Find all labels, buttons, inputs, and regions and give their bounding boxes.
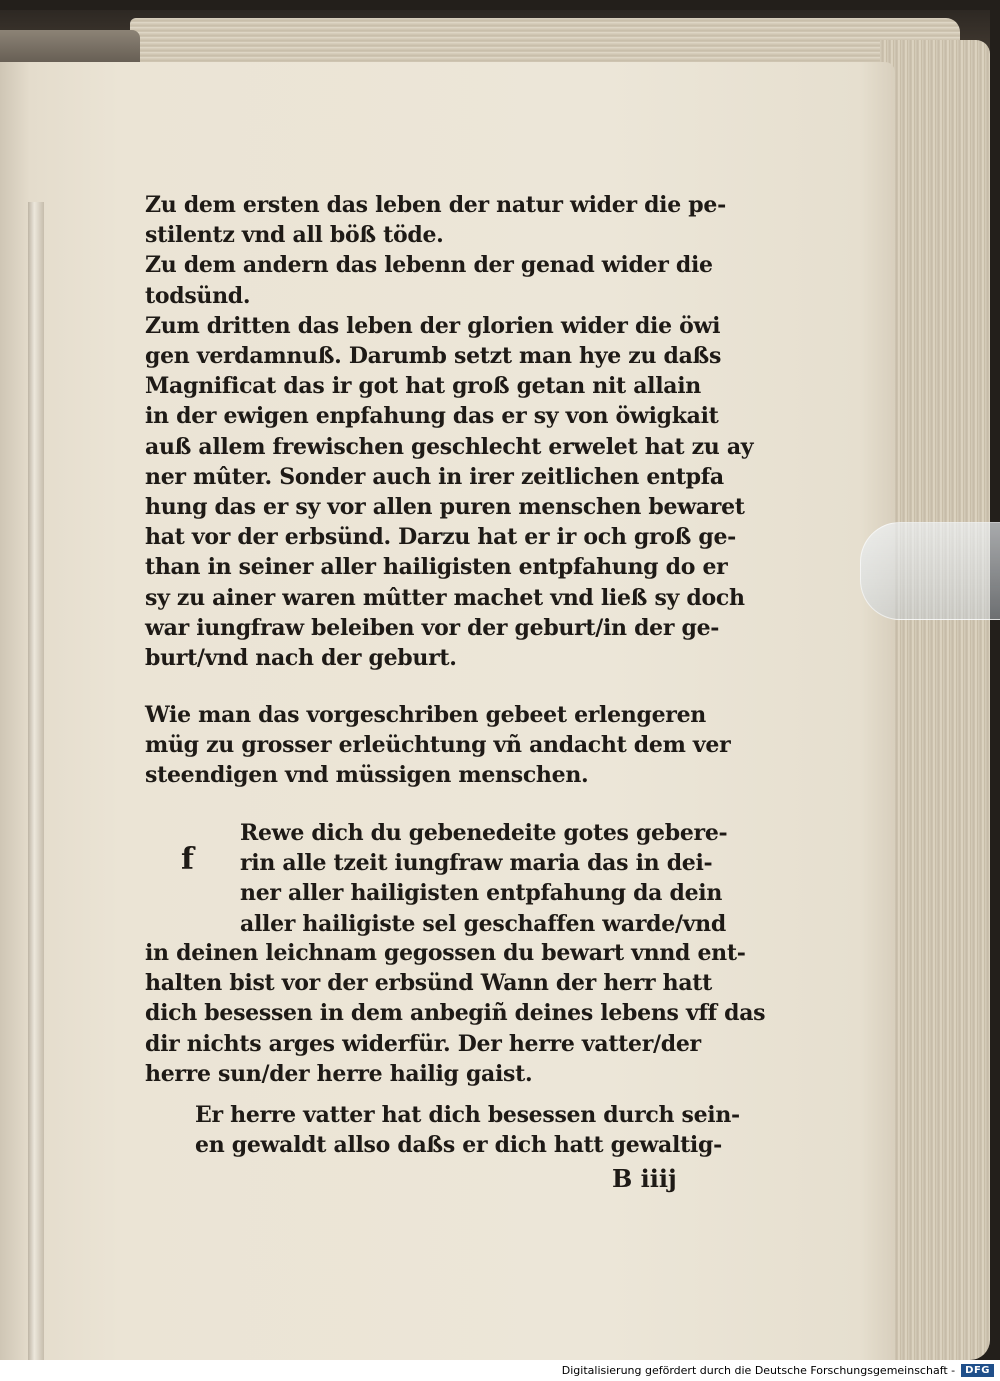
text-line: stilentz vnd all böß töde.: [145, 222, 444, 249]
text-line: Zu dem andern das lebenn der genad wider die: [145, 252, 713, 279]
text-block-4: [195, 1100, 740, 1160]
text-line: burt/vnd nach der geburt.: [145, 645, 457, 672]
text-line: dich besessen in dem anbegiñ deines lebens vff das: [145, 1000, 766, 1027]
footer-bar: [0, 1360, 1000, 1381]
text-line: müg zu grosser erleüchtung vñ andacht dem ver: [145, 732, 731, 759]
drop-initial: f: [181, 842, 194, 877]
text-line: Rewe dich du gebenedeite gotes gebere-: [240, 820, 728, 846]
text-line: ner mûter. Sonder auch in irer zeitlichen entpfa: [145, 463, 724, 490]
text-line: herre sun/der herre hailig gaist.: [145, 1060, 533, 1087]
signature-mark: B iiij: [612, 1164, 677, 1193]
text-line: hung das er sy vor allen puren menschen bewaret: [145, 494, 745, 521]
text-line: Zum dritten das leben der glorien wider die öwi: [145, 312, 721, 339]
section-heading: [145, 700, 730, 791]
text-line: Magnificat das ir got hat groß getan nit allain: [145, 373, 701, 400]
dfg-logo: DFG: [961, 1364, 994, 1377]
bookmark-tab: [860, 522, 1000, 620]
text-line: ner aller hailigisten entpfahung da dein: [240, 880, 723, 907]
text-line: aller hailigiste sel geschaffen warde/vnd: [240, 910, 726, 937]
footer-credit: Digitalisierung gefördert durch die Deutsche Forschungsgemeinschaft -: [561, 1364, 956, 1377]
text-line: war iungfraw beleiben vor der geburt/in der ge-: [145, 614, 720, 641]
text-line: in der ewigen enpfahung das er sy von öwigkait: [145, 403, 719, 430]
text-block-1: [145, 190, 753, 673]
text-line: than in seiner aller hailigisten entpfahung do er: [145, 554, 728, 581]
text-line: hat vor der erbsünd. Darzu hat er ir och groß ge-: [145, 524, 737, 551]
text-line: en gewaldt allso daßs er dich hatt gewaltig-: [195, 1132, 722, 1159]
text-line: sy zu ainer waren mûtter machet vnd ließ sy doch: [145, 584, 745, 611]
text-line: todsünd.: [145, 282, 251, 309]
text-line: steendigen vnd müssigen menschen.: [145, 762, 589, 789]
text-line: Er herre vatter hat dich besessen durch sein-: [195, 1102, 740, 1128]
text-line: halten bist vor der erbsünd Wann der herr hatt: [145, 970, 713, 997]
text-line: Zu dem ersten das leben der natur wider die pe-: [145, 192, 726, 218]
text-line: auß allem frewischen geschlecht erwelet hat zu ay: [145, 433, 754, 460]
page-fore-edges: [880, 40, 990, 1360]
text-line: dir nichts arges widerfür. Der herre vatter/der: [145, 1030, 701, 1057]
prayer-body: [145, 938, 765, 1089]
text-line: Wie man das vorgeschriben gebeet erlengeren: [145, 702, 706, 728]
text-line: gen verdamnuß. Darumb setzt man hye zu daßs: [145, 343, 722, 370]
text-line: rin alle tzeit iungfraw maria das in dei-: [240, 850, 713, 877]
page-gutter: [28, 202, 44, 1360]
prayer-indented: [240, 818, 727, 939]
text-line: in deinen leichnam gegossen du bewart vnnd ent-: [145, 940, 746, 966]
